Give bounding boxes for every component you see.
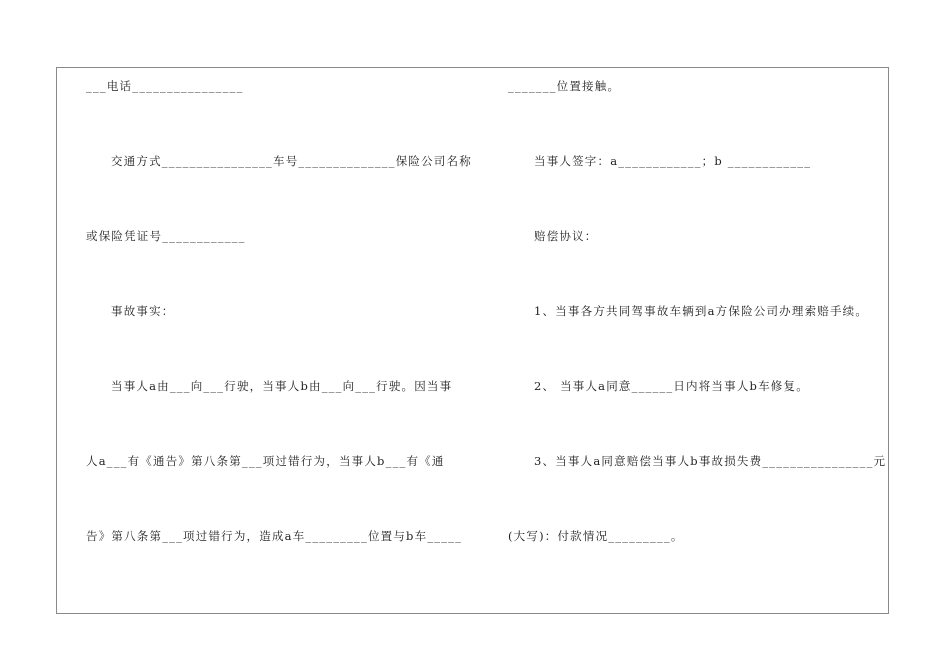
- insurance-number-line: 或保险凭证号____________: [86, 229, 246, 243]
- agreement-item-2: 2、 当事人a同意______日内将当事人b车修复。: [534, 379, 809, 393]
- payment-line: (大写)：付款情况_________。: [508, 529, 684, 543]
- accident-facts-line-1: 当事人a由___向___行驶，当事人b由___向___行驶。因当事: [111, 379, 453, 393]
- transport-line: 交通方式________________车号______________保险公司名称: [111, 154, 472, 168]
- compensation-agreement-heading: 赔偿协议：: [534, 229, 598, 243]
- agreement-item-1: 1、当事各方共同驾事故车辆到a方保险公司办理索赔手续。: [534, 304, 869, 318]
- accident-facts-line-2: 人a___有《通告》第八条第___项过错行为，当事人b___有《通: [86, 454, 445, 468]
- phone-line: ___电话________________: [86, 79, 244, 93]
- signature-line: 当事人签字：a____________；b ____________: [534, 154, 812, 168]
- accident-facts-line-3: 告》第八条第___项过错行为，造成a车_________位置与b车_____: [86, 529, 463, 543]
- contact-position-line: _______位置接触。: [508, 79, 621, 93]
- accident-facts-heading: 事故事实：: [111, 304, 175, 318]
- agreement-item-3: 3、当事人a同意赔偿当事人b事故损失费________________元: [534, 454, 887, 468]
